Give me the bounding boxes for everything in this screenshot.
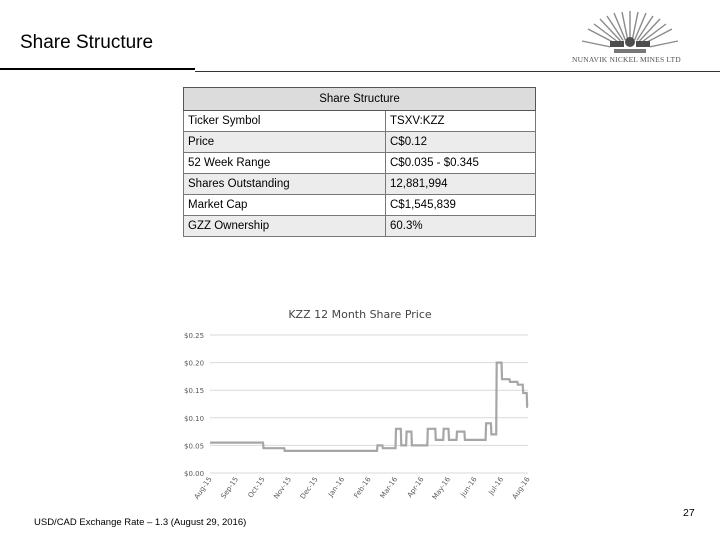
x-tick-label: Dec-15 <box>298 475 320 501</box>
table-row <box>184 153 536 174</box>
row-label: Market Cap <box>184 195 386 216</box>
y-tick-label: $0.00 <box>184 470 205 478</box>
x-tick-label: Jan-16 <box>326 475 347 499</box>
table-row <box>184 174 536 195</box>
row-label: GZZ Ownership <box>184 216 386 237</box>
x-tick-label: Jun-16 <box>459 475 479 499</box>
row-label: 52 Week Range <box>184 153 386 174</box>
y-tick-label: $0.05 <box>184 442 205 451</box>
table-row <box>184 195 536 216</box>
share-price-chart <box>170 300 540 510</box>
table-row <box>184 132 536 153</box>
y-tick-label: $0.25 <box>184 332 205 340</box>
title-divider <box>0 68 195 70</box>
title-divider-thin <box>195 71 720 72</box>
x-tick-label: Jul-16 <box>487 475 506 497</box>
x-tick-label: Oct-15 <box>246 475 267 500</box>
table-header: Share Structure <box>184 88 536 111</box>
x-tick-label: Apr-16 <box>405 475 426 500</box>
table-row <box>184 111 536 132</box>
row-value: C$0.12 <box>386 132 536 153</box>
page-title: Share Structure <box>20 32 154 53</box>
page-number: 27 <box>683 507 695 519</box>
row-label: Price <box>184 132 386 153</box>
row-value: C$1,545,839 <box>386 195 536 216</box>
row-value: 12,881,994 <box>386 174 536 195</box>
row-label: Shares Outstanding <box>184 174 386 195</box>
row-value: TSXV:KZZ <box>386 111 536 132</box>
x-tick-label: Sep-15 <box>219 475 241 501</box>
x-tick-label: Mar-16 <box>378 475 400 500</box>
share-price-chart-svg <box>170 300 540 510</box>
company-logo-text: NUNAVIK NICKEL MINES LTD <box>572 55 681 64</box>
y-tick-label: $0.20 <box>184 359 205 368</box>
footnote: USD/CAD Exchange Rate – 1.3 (August 29, 2016) <box>34 517 247 528</box>
table-row <box>184 216 536 237</box>
x-tick-label: Nov-15 <box>272 475 294 501</box>
x-tick-label: May-16 <box>430 475 453 502</box>
x-tick-label: Aug-16 <box>510 475 532 501</box>
series-line <box>210 363 528 451</box>
row-value: 60.3% <box>386 216 536 237</box>
row-label: Ticker Symbol <box>184 111 386 132</box>
x-tick-label: Aug-15 <box>192 475 214 501</box>
y-tick-label: $0.10 <box>184 414 205 423</box>
row-value: C$0.035 - $0.345 <box>386 153 536 174</box>
share-structure-table <box>183 87 536 237</box>
x-tick-label: Feb-16 <box>352 475 373 500</box>
chart-title: KZZ 12 Month Share Price <box>288 308 432 321</box>
y-tick-label: $0.15 <box>184 387 205 396</box>
